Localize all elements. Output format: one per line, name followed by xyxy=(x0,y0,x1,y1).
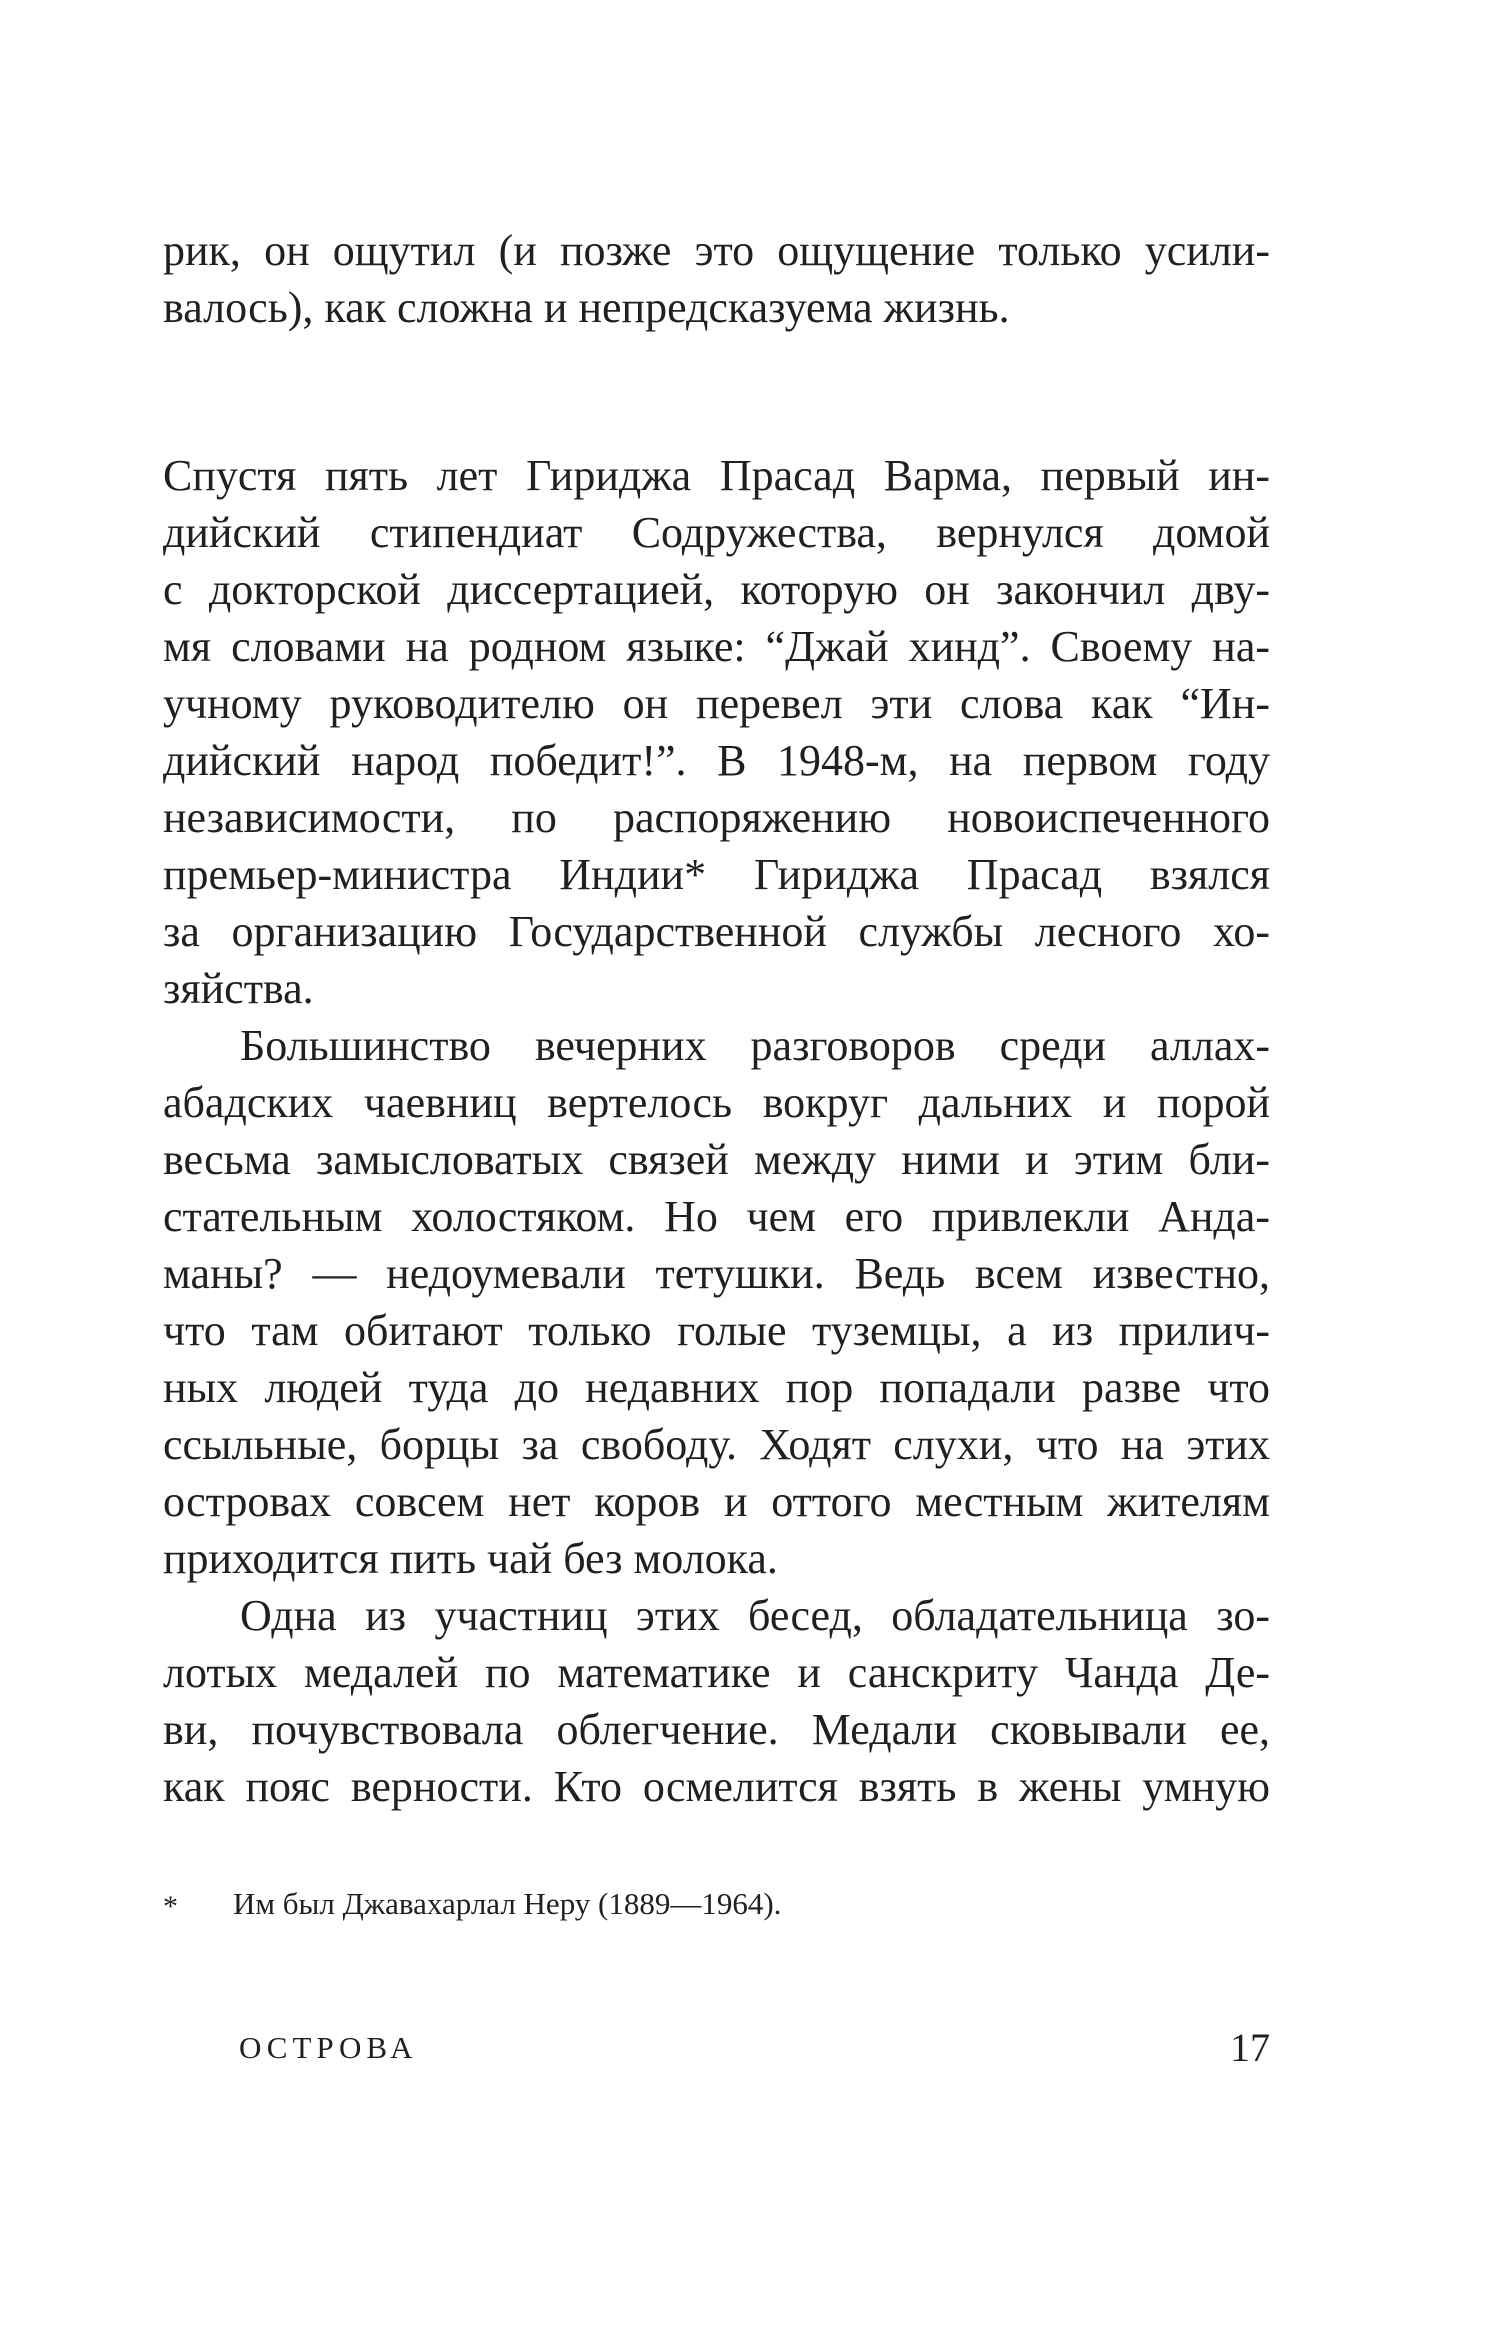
text-line: Большинство вечерних разговоров среди аллах- xyxy=(240,1021,1270,1070)
text-line: Одна из участниц этих бесед, обладательница зо- xyxy=(240,1591,1270,1640)
text-line: премьер-министра Индии* Гириджа Прасад взялся xyxy=(163,850,1270,899)
text-line: лотых медалей по математике и санскриту Чанда Де- xyxy=(163,1648,1270,1697)
page-number: 17 xyxy=(1230,2025,1270,2070)
text-line: независимости, по распоряжению новоиспеченного xyxy=(163,793,1270,842)
text-line: за организацию Государственной службы лесного хо- xyxy=(163,907,1270,956)
text-line: что там обитают только голые туземцы, а из прилич- xyxy=(163,1306,1270,1355)
text-line: учному руководителю он перевел эти слова как “Ин- xyxy=(163,679,1270,728)
text-line: с докторской диссертацией, которую он закончил дву- xyxy=(163,565,1270,614)
text-line: мя словами на родном языке: “Джай хинд”. Своему на- xyxy=(163,622,1270,671)
text-line: зяйства. xyxy=(163,964,314,1013)
text-line: как пояс верности. Кто осмелится взять в жены умную xyxy=(163,1762,1270,1811)
footnote-marker: * xyxy=(163,1890,178,1923)
text-line: стательным холостяком. Но чем его привлекли Анда- xyxy=(163,1192,1270,1241)
text-line: дийский стипендиат Содружества, вернулся домой xyxy=(163,508,1270,557)
text-line: ви, почувствовала облегчение. Медали сковывали ее, xyxy=(163,1705,1270,1754)
text-line: ссыльные, борцы за свободу. Ходят слухи, что на этих xyxy=(163,1420,1270,1469)
text-line: весьма замысловатых связей между ними и этим бли- xyxy=(163,1135,1270,1184)
text-line: маны? — недоумевали тетушки. Ведь всем известно, xyxy=(163,1249,1270,1298)
running-footer-title: ОСТРОВА xyxy=(239,2030,418,2065)
text-line: абадских чаевниц вертелось вокруг дальних и порой xyxy=(163,1078,1270,1127)
text-line: рик, он ощутил (и позже это ощущение только усили- xyxy=(163,226,1270,275)
text-line: Спустя пять лет Гириджа Прасад Варма, первый ин- xyxy=(163,451,1270,500)
text-line: дийский народ победит!”. В 1948-м, на первом году xyxy=(163,736,1270,785)
text-line: приходится пить чай без молока. xyxy=(163,1534,778,1583)
text-line: ных людей туда до недавних пор попадали разве что xyxy=(163,1363,1270,1412)
text-line: островах совсем нет коров и оттого местным жителям xyxy=(163,1477,1270,1526)
footnote-text: Им был Джавахарлал Неру (1889—1964). xyxy=(233,1886,782,1921)
text-line: валось), как сложна и непредсказуема жизнь. xyxy=(163,283,1010,332)
